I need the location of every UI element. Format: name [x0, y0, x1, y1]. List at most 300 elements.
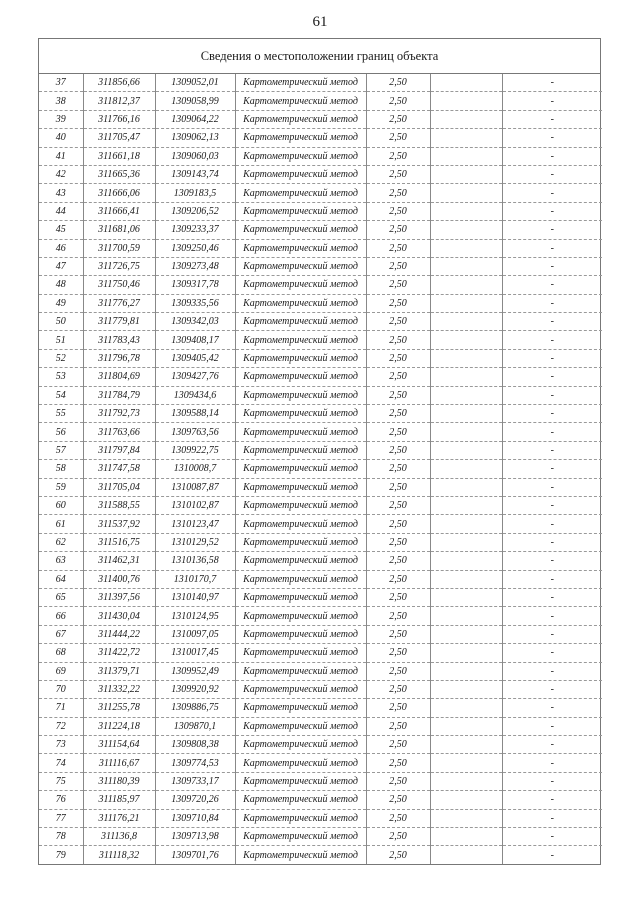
x-coordinate-cell: 311224,18	[83, 717, 155, 735]
point-number-cell: 46	[39, 239, 83, 257]
empty-cell	[430, 184, 502, 202]
x-coordinate-cell: 311588,55	[83, 496, 155, 514]
precision-cell: 2,50	[366, 165, 430, 183]
x-coordinate-cell: 311666,41	[83, 202, 155, 220]
empty-cell	[430, 165, 502, 183]
x-coordinate-cell: 311118,32	[83, 846, 155, 864]
empty-cell	[430, 147, 502, 165]
empty-cell	[430, 460, 502, 478]
x-coordinate-cell: 311783,43	[83, 331, 155, 349]
description-cell: -	[502, 110, 602, 128]
table-row	[39, 423, 602, 441]
x-coordinate-cell: 311422,72	[83, 644, 155, 662]
y-coordinate-cell: 1309870,1	[155, 717, 235, 735]
method-cell: Картометрический метод	[235, 588, 366, 606]
empty-cell	[430, 736, 502, 754]
y-coordinate-cell: 1309920,92	[155, 680, 235, 698]
x-coordinate-cell: 311666,06	[83, 184, 155, 202]
description-cell: -	[502, 460, 602, 478]
y-coordinate-cell: 1309408,17	[155, 331, 235, 349]
point-number-cell: 65	[39, 588, 83, 606]
description-cell: -	[502, 736, 602, 754]
method-cell: Картометрический метод	[235, 239, 366, 257]
method-cell: Картометрический метод	[235, 791, 366, 809]
table-row	[39, 313, 602, 331]
y-coordinate-cell: 1309052,01	[155, 74, 235, 92]
table-row	[39, 110, 602, 128]
point-number-cell: 68	[39, 644, 83, 662]
description-cell: -	[502, 717, 602, 735]
method-cell: Картометрический метод	[235, 625, 366, 643]
precision-cell: 2,50	[366, 313, 430, 331]
point-number-cell: 66	[39, 607, 83, 625]
method-cell: Картометрический метод	[235, 349, 366, 367]
point-number-cell: 55	[39, 405, 83, 423]
description-cell: -	[502, 331, 602, 349]
empty-cell	[430, 92, 502, 110]
method-cell: Картометрический метод	[235, 165, 366, 183]
table-row	[39, 828, 602, 846]
boundary-table-sheet	[38, 38, 601, 865]
table-row	[39, 625, 602, 643]
method-cell: Картометрический метод	[235, 478, 366, 496]
point-number-cell: 41	[39, 147, 83, 165]
y-coordinate-cell: 1309886,75	[155, 699, 235, 717]
empty-cell	[430, 74, 502, 92]
table-row	[39, 441, 602, 459]
description-cell: -	[502, 772, 602, 790]
description-cell: -	[502, 257, 602, 275]
y-coordinate-cell: 1309233,37	[155, 221, 235, 239]
point-number-cell: 69	[39, 662, 83, 680]
y-coordinate-cell: 1310008,7	[155, 460, 235, 478]
table-row	[39, 680, 602, 698]
method-cell: Картометрический метод	[235, 313, 366, 331]
empty-cell	[430, 496, 502, 514]
point-number-cell: 57	[39, 441, 83, 459]
point-number-cell: 58	[39, 460, 83, 478]
point-number-cell: 63	[39, 552, 83, 570]
x-coordinate-cell: 311185,97	[83, 791, 155, 809]
empty-cell	[430, 717, 502, 735]
x-coordinate-cell: 311776,27	[83, 294, 155, 312]
y-coordinate-cell: 1309701,76	[155, 846, 235, 864]
precision-cell: 2,50	[366, 680, 430, 698]
description-cell: -	[502, 607, 602, 625]
description-cell: -	[502, 405, 602, 423]
empty-cell	[430, 607, 502, 625]
y-coordinate-cell: 1309952,49	[155, 662, 235, 680]
description-cell: -	[502, 699, 602, 717]
empty-cell	[430, 202, 502, 220]
table-row	[39, 368, 602, 386]
empty-cell	[430, 276, 502, 294]
precision-cell: 2,50	[366, 331, 430, 349]
description-cell: -	[502, 184, 602, 202]
page-number: 61	[312, 14, 328, 30]
empty-cell	[430, 478, 502, 496]
y-coordinate-cell: 1310017,45	[155, 644, 235, 662]
point-number-cell: 72	[39, 717, 83, 735]
table-row	[39, 570, 602, 588]
point-number-cell: 45	[39, 221, 83, 239]
y-coordinate-cell: 1310136,58	[155, 552, 235, 570]
x-coordinate-cell: 311812,37	[83, 92, 155, 110]
precision-cell: 2,50	[366, 221, 430, 239]
method-cell: Картометрический метод	[235, 405, 366, 423]
method-cell: Картометрический метод	[235, 386, 366, 404]
table-row	[39, 791, 602, 809]
description-cell: -	[502, 533, 602, 551]
description-cell: -	[502, 202, 602, 220]
method-cell: Картометрический метод	[235, 74, 366, 92]
y-coordinate-cell: 1310097,05	[155, 625, 235, 643]
precision-cell: 2,50	[366, 74, 430, 92]
point-number-cell: 61	[39, 515, 83, 533]
table-row	[39, 386, 602, 404]
method-cell: Картометрический метод	[235, 496, 366, 514]
empty-cell	[430, 699, 502, 717]
empty-cell	[430, 828, 502, 846]
method-cell: Картометрический метод	[235, 717, 366, 735]
x-coordinate-cell: 311537,92	[83, 515, 155, 533]
point-number-cell: 53	[39, 368, 83, 386]
table-row	[39, 809, 602, 827]
point-number-cell: 73	[39, 736, 83, 754]
point-number-cell: 38	[39, 92, 83, 110]
point-number-cell: 70	[39, 680, 83, 698]
precision-cell: 2,50	[366, 828, 430, 846]
y-coordinate-cell: 1309060,03	[155, 147, 235, 165]
description-cell: -	[502, 165, 602, 183]
point-number-cell: 50	[39, 313, 83, 331]
precision-cell: 2,50	[366, 294, 430, 312]
precision-cell: 2,50	[366, 644, 430, 662]
table-row	[39, 239, 602, 257]
x-coordinate-cell: 311705,47	[83, 129, 155, 147]
method-cell: Картометрический метод	[235, 368, 366, 386]
empty-cell	[430, 791, 502, 809]
point-number-cell: 79	[39, 846, 83, 864]
point-number-cell: 74	[39, 754, 83, 772]
empty-cell	[430, 570, 502, 588]
y-coordinate-cell: 1309405,42	[155, 349, 235, 367]
method-cell: Картометрический метод	[235, 257, 366, 275]
y-coordinate-cell: 1309808,38	[155, 736, 235, 754]
x-coordinate-cell: 311763,66	[83, 423, 155, 441]
point-number-cell: 52	[39, 349, 83, 367]
description-cell: -	[502, 662, 602, 680]
empty-cell	[430, 239, 502, 257]
precision-cell: 2,50	[366, 533, 430, 551]
empty-cell	[430, 313, 502, 331]
precision-cell: 2,50	[366, 772, 430, 790]
description-cell: -	[502, 625, 602, 643]
point-number-cell: 59	[39, 478, 83, 496]
empty-cell	[430, 552, 502, 570]
y-coordinate-cell: 1309763,56	[155, 423, 235, 441]
precision-cell: 2,50	[366, 349, 430, 367]
precision-cell: 2,50	[366, 496, 430, 514]
table-row	[39, 276, 602, 294]
description-cell: -	[502, 423, 602, 441]
empty-cell	[430, 423, 502, 441]
empty-cell	[430, 772, 502, 790]
y-coordinate-cell: 1310129,52	[155, 533, 235, 551]
description-cell: -	[502, 147, 602, 165]
precision-cell: 2,50	[366, 202, 430, 220]
description-cell: -	[502, 570, 602, 588]
point-number-cell: 49	[39, 294, 83, 312]
y-coordinate-cell: 1309183,5	[155, 184, 235, 202]
x-coordinate-cell: 311176,21	[83, 809, 155, 827]
precision-cell: 2,50	[366, 368, 430, 386]
precision-cell: 2,50	[366, 515, 430, 533]
table-row	[39, 699, 602, 717]
precision-cell: 2,50	[366, 699, 430, 717]
point-number-cell: 78	[39, 828, 83, 846]
table-row	[39, 736, 602, 754]
table-row	[39, 607, 602, 625]
method-cell: Картометрический метод	[235, 184, 366, 202]
method-cell: Картометрический метод	[235, 221, 366, 239]
empty-cell	[430, 809, 502, 827]
x-coordinate-cell: 311332,22	[83, 680, 155, 698]
y-coordinate-cell: 1309710,84	[155, 809, 235, 827]
method-cell: Картометрический метод	[235, 644, 366, 662]
coordinates-table	[39, 74, 602, 864]
precision-cell: 2,50	[366, 846, 430, 864]
x-coordinate-cell: 311430,04	[83, 607, 155, 625]
precision-cell: 2,50	[366, 110, 430, 128]
point-number-cell: 51	[39, 331, 83, 349]
description-cell: -	[502, 386, 602, 404]
y-coordinate-cell: 1310102,87	[155, 496, 235, 514]
y-coordinate-cell: 1310123,47	[155, 515, 235, 533]
precision-cell: 2,50	[366, 570, 430, 588]
x-coordinate-cell: 311136,8	[83, 828, 155, 846]
y-coordinate-cell: 1309427,76	[155, 368, 235, 386]
x-coordinate-cell: 311379,71	[83, 662, 155, 680]
empty-cell	[430, 588, 502, 606]
empty-cell	[430, 294, 502, 312]
y-coordinate-cell: 1309922,75	[155, 441, 235, 459]
empty-cell	[430, 349, 502, 367]
y-coordinate-cell: 1309774,53	[155, 754, 235, 772]
method-cell: Картометрический метод	[235, 809, 366, 827]
y-coordinate-cell: 1309058,99	[155, 92, 235, 110]
empty-cell	[430, 662, 502, 680]
point-number-cell: 39	[39, 110, 83, 128]
description-cell: -	[502, 552, 602, 570]
method-cell: Картометрический метод	[235, 607, 366, 625]
description-cell: -	[502, 588, 602, 606]
method-cell: Картометрический метод	[235, 570, 366, 588]
method-cell: Картометрический метод	[235, 129, 366, 147]
empty-cell	[430, 680, 502, 698]
table-row	[39, 662, 602, 680]
point-number-cell: 47	[39, 257, 83, 275]
description-cell: -	[502, 294, 602, 312]
y-coordinate-cell: 1309434,6	[155, 386, 235, 404]
method-cell: Картометрический метод	[235, 110, 366, 128]
description-cell: -	[502, 478, 602, 496]
precision-cell: 2,50	[366, 625, 430, 643]
precision-cell: 2,50	[366, 588, 430, 606]
x-coordinate-cell: 311779,81	[83, 313, 155, 331]
method-cell: Картометрический метод	[235, 294, 366, 312]
precision-cell: 2,50	[366, 809, 430, 827]
description-cell: -	[502, 74, 602, 92]
method-cell: Картометрический метод	[235, 828, 366, 846]
x-coordinate-cell: 311792,73	[83, 405, 155, 423]
precision-cell: 2,50	[366, 441, 430, 459]
description-cell: -	[502, 92, 602, 110]
x-coordinate-cell: 311154,64	[83, 736, 155, 754]
precision-cell: 2,50	[366, 717, 430, 735]
point-number-cell: 77	[39, 809, 83, 827]
x-coordinate-cell: 311705,04	[83, 478, 155, 496]
precision-cell: 2,50	[366, 791, 430, 809]
y-coordinate-cell: 1309588,14	[155, 405, 235, 423]
precision-cell: 2,50	[366, 239, 430, 257]
precision-cell: 2,50	[366, 257, 430, 275]
x-coordinate-cell: 311700,59	[83, 239, 155, 257]
method-cell: Картометрический метод	[235, 276, 366, 294]
point-number-cell: 40	[39, 129, 83, 147]
description-cell: -	[502, 754, 602, 772]
method-cell: Картометрический метод	[235, 202, 366, 220]
precision-cell: 2,50	[366, 423, 430, 441]
precision-cell: 2,50	[366, 405, 430, 423]
y-coordinate-cell: 1309317,78	[155, 276, 235, 294]
table-row	[39, 496, 602, 514]
method-cell: Картометрический метод	[235, 680, 366, 698]
point-number-cell: 37	[39, 74, 83, 92]
empty-cell	[430, 368, 502, 386]
table-row	[39, 92, 602, 110]
precision-cell: 2,50	[366, 184, 430, 202]
precision-cell: 2,50	[366, 460, 430, 478]
x-coordinate-cell: 311400,76	[83, 570, 155, 588]
method-cell: Картометрический метод	[235, 772, 366, 790]
description-cell: -	[502, 644, 602, 662]
point-number-cell: 43	[39, 184, 83, 202]
empty-cell	[430, 331, 502, 349]
precision-cell: 2,50	[366, 147, 430, 165]
method-cell: Картометрический метод	[235, 515, 366, 533]
point-number-cell: 76	[39, 791, 83, 809]
precision-cell: 2,50	[366, 386, 430, 404]
point-number-cell: 56	[39, 423, 83, 441]
description-cell: -	[502, 828, 602, 846]
method-cell: Картометрический метод	[235, 846, 366, 864]
description-cell: -	[502, 276, 602, 294]
y-coordinate-cell: 1309273,48	[155, 257, 235, 275]
x-coordinate-cell: 311750,46	[83, 276, 155, 294]
table-row	[39, 129, 602, 147]
table-row	[39, 846, 602, 864]
table-row	[39, 331, 602, 349]
description-cell: -	[502, 239, 602, 257]
table-row	[39, 717, 602, 735]
description-cell: -	[502, 496, 602, 514]
description-cell: -	[502, 129, 602, 147]
method-cell: Картометрический метод	[235, 662, 366, 680]
description-cell: -	[502, 791, 602, 809]
description-cell: -	[502, 680, 602, 698]
y-coordinate-cell: 1310140,97	[155, 588, 235, 606]
empty-cell	[430, 625, 502, 643]
table-row	[39, 644, 602, 662]
table-caption: Сведения о местоположении границ объекта	[39, 39, 600, 74]
precision-cell: 2,50	[366, 607, 430, 625]
empty-cell	[430, 846, 502, 864]
precision-cell: 2,50	[366, 92, 430, 110]
empty-cell	[430, 441, 502, 459]
table-row	[39, 221, 602, 239]
precision-cell: 2,50	[366, 478, 430, 496]
table-row	[39, 772, 602, 790]
x-coordinate-cell: 311255,78	[83, 699, 155, 717]
description-cell: -	[502, 221, 602, 239]
x-coordinate-cell: 311665,36	[83, 165, 155, 183]
x-coordinate-cell: 311397,56	[83, 588, 155, 606]
method-cell: Картометрический метод	[235, 460, 366, 478]
x-coordinate-cell: 311180,39	[83, 772, 155, 790]
table-row	[39, 147, 602, 165]
precision-cell: 2,50	[366, 129, 430, 147]
x-coordinate-cell: 311766,16	[83, 110, 155, 128]
table-row	[39, 460, 602, 478]
empty-cell	[430, 515, 502, 533]
description-cell: -	[502, 368, 602, 386]
x-coordinate-cell: 311804,69	[83, 368, 155, 386]
table-row	[39, 257, 602, 275]
y-coordinate-cell: 1309733,17	[155, 772, 235, 790]
description-cell: -	[502, 515, 602, 533]
y-coordinate-cell: 1309335,56	[155, 294, 235, 312]
x-coordinate-cell: 311681,06	[83, 221, 155, 239]
precision-cell: 2,50	[366, 736, 430, 754]
method-cell: Картометрический метод	[235, 754, 366, 772]
point-number-cell: 54	[39, 386, 83, 404]
table-row	[39, 515, 602, 533]
x-coordinate-cell: 311661,18	[83, 147, 155, 165]
description-cell: -	[502, 809, 602, 827]
empty-cell	[430, 644, 502, 662]
empty-cell	[430, 221, 502, 239]
method-cell: Картометрический метод	[235, 147, 366, 165]
x-coordinate-cell: 311516,75	[83, 533, 155, 551]
table-row	[39, 588, 602, 606]
x-coordinate-cell: 311747,58	[83, 460, 155, 478]
x-coordinate-cell: 311462,31	[83, 552, 155, 570]
table-row	[39, 165, 602, 183]
point-number-cell: 67	[39, 625, 83, 643]
y-coordinate-cell: 1309720,26	[155, 791, 235, 809]
point-number-cell: 42	[39, 165, 83, 183]
empty-cell	[430, 110, 502, 128]
table-row	[39, 294, 602, 312]
x-coordinate-cell: 311856,66	[83, 74, 155, 92]
point-number-cell: 71	[39, 699, 83, 717]
table-row	[39, 184, 602, 202]
empty-cell	[430, 405, 502, 423]
method-cell: Картометрический метод	[235, 423, 366, 441]
description-cell: -	[502, 441, 602, 459]
point-number-cell: 44	[39, 202, 83, 220]
